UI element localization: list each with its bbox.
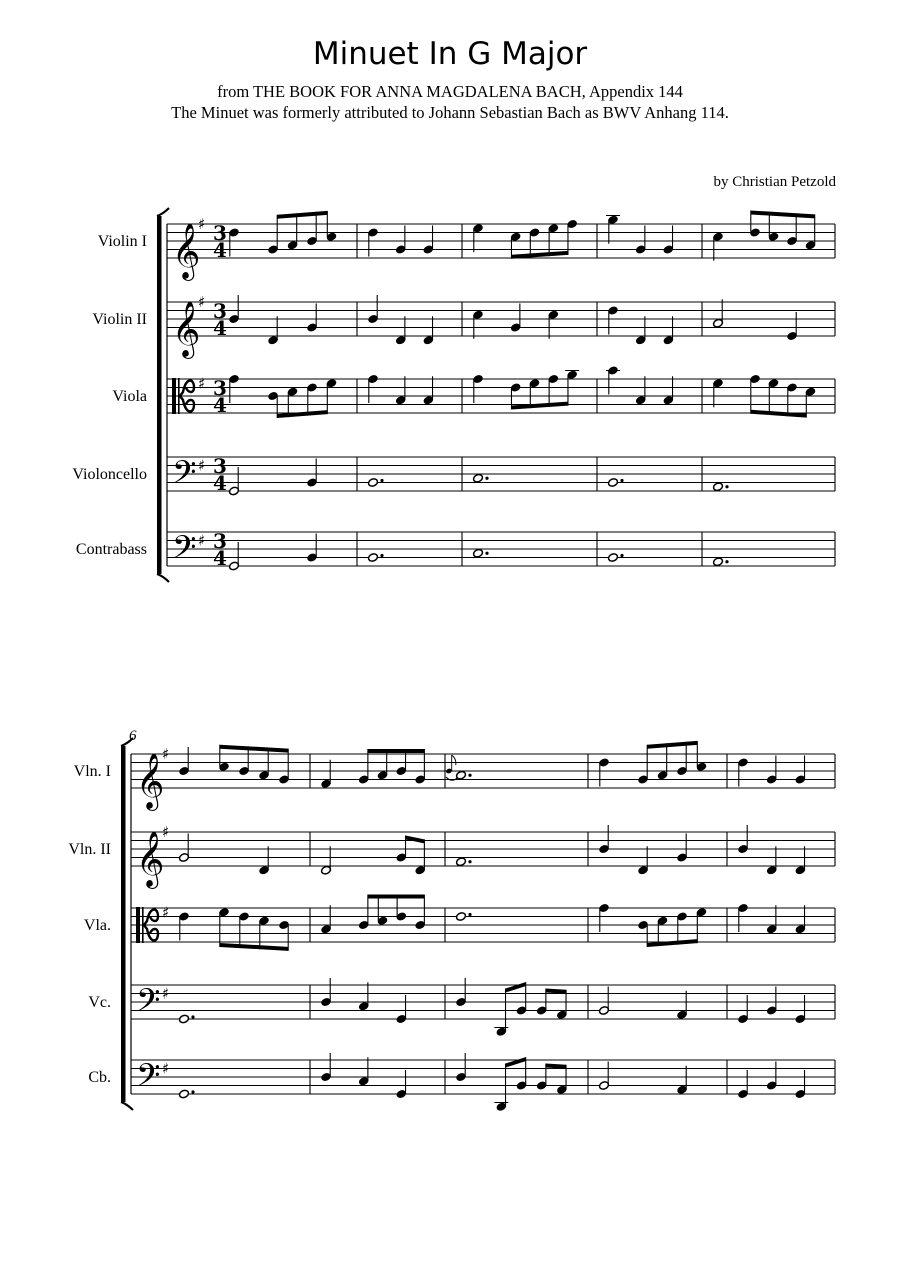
treble-clef-icon: 𝄞 [136, 831, 165, 887]
note [766, 987, 777, 1016]
note [320, 760, 331, 789]
sharp-icon: ♯ [162, 1059, 170, 1078]
note [395, 226, 406, 255]
measure-number: 6 [129, 728, 137, 744]
note [320, 905, 331, 934]
note [606, 215, 620, 244]
note [228, 295, 239, 324]
note [472, 548, 488, 558]
note [598, 758, 609, 787]
instrument-label: Vln. I [73, 763, 111, 780]
note [795, 995, 806, 1024]
note [228, 228, 239, 257]
sharp-icon: ♯ [162, 903, 170, 922]
note [494, 1102, 508, 1112]
composer-credit: by Christian Petzold [713, 174, 836, 190]
note [737, 758, 748, 787]
instrument-label: Viola [112, 388, 147, 405]
score-title: Minuet In G Major [312, 36, 588, 72]
sharp-icon: ♯ [198, 215, 206, 233]
note [635, 376, 646, 405]
time-signature-bottom: 4 [213, 393, 227, 417]
instrument-label: Contrabass [75, 541, 147, 558]
note [445, 755, 471, 780]
note [306, 459, 317, 488]
note [795, 905, 806, 934]
note [606, 366, 620, 395]
beam [751, 211, 815, 219]
time-signature-top: 3 [213, 376, 227, 400]
note [795, 756, 806, 785]
time-signature-top: 3 [213, 454, 227, 478]
note [258, 846, 269, 875]
bass-clef-icon: 𝄢 [172, 454, 197, 498]
instrument-label: Vln. II [68, 841, 111, 858]
beam [406, 836, 425, 844]
note [228, 374, 239, 403]
note [712, 232, 723, 261]
note [306, 304, 317, 333]
note [178, 747, 189, 776]
beam [751, 410, 807, 418]
note [676, 991, 687, 1020]
note [395, 376, 406, 405]
note [766, 756, 777, 785]
score-subtitle-source: from THE BOOK FOR ANNA MAGDALENA BACH, Appendix 144 [217, 82, 683, 101]
system-bracket [157, 216, 162, 574]
treble-clef-icon: 𝄞 [172, 223, 201, 279]
note [598, 1062, 609, 1091]
note [712, 557, 728, 567]
note [737, 903, 748, 932]
note [598, 903, 609, 932]
note [367, 295, 378, 324]
bass-clef-icon: 𝄢 [136, 1057, 161, 1101]
beam [368, 895, 425, 899]
note [358, 1057, 369, 1086]
note [472, 374, 483, 403]
instrument-label: Violin II [92, 311, 147, 328]
treble-clef-icon: 𝄞 [172, 301, 201, 357]
note [320, 1053, 331, 1082]
score-subtitle-attribution: The Minuet was formerly attributed to Johann Sebastian Bach as BWV Anhang 114. [171, 103, 729, 122]
system-1 [72, 208, 835, 582]
instrument-label: Violin I [97, 233, 147, 250]
time-signature-bottom: 4 [213, 316, 227, 340]
bass-clef-icon: 𝄢 [136, 982, 161, 1026]
note [786, 312, 797, 341]
beam [511, 402, 568, 410]
note [228, 467, 239, 496]
note [228, 542, 239, 571]
beam [506, 1057, 526, 1067]
instrument-label: Cb. [88, 1069, 111, 1086]
note [306, 534, 317, 563]
note [766, 846, 777, 875]
note [635, 316, 646, 345]
note [766, 905, 777, 934]
note [395, 316, 406, 345]
time-signature-top: 3 [213, 221, 227, 245]
beam [647, 939, 697, 947]
note [737, 1070, 748, 1099]
note [423, 316, 434, 345]
note [494, 1027, 508, 1037]
note [637, 846, 648, 875]
sharp-icon: ♯ [198, 456, 206, 475]
note [472, 223, 483, 252]
note [663, 226, 674, 255]
time-signature-bottom: 4 [213, 238, 227, 262]
note [455, 978, 466, 1007]
beam [368, 749, 425, 753]
time-signature-top: 3 [213, 299, 227, 323]
note [598, 987, 609, 1016]
note [737, 995, 748, 1024]
note [795, 1070, 806, 1099]
note [635, 226, 646, 255]
note [320, 978, 331, 1007]
note [423, 376, 434, 405]
instrument-label: Vla. [83, 917, 111, 934]
sharp-icon: ♯ [198, 374, 206, 393]
note [455, 1053, 466, 1082]
note [396, 995, 407, 1024]
beam [546, 989, 566, 994]
note [455, 857, 471, 867]
note [712, 299, 723, 328]
note [676, 834, 687, 863]
note [396, 1070, 407, 1099]
beam [647, 741, 697, 749]
note [320, 846, 331, 875]
instrument-label: Violoncello [72, 466, 147, 483]
sharp-icon: ♯ [162, 984, 170, 1003]
beam [277, 410, 327, 418]
system-bracket [121, 746, 126, 1102]
note [178, 834, 189, 863]
note [358, 982, 369, 1011]
note [676, 1066, 687, 1095]
beam [220, 745, 288, 753]
note [795, 846, 806, 875]
sharp-icon: ♯ [162, 745, 170, 763]
note [565, 370, 579, 380]
note [598, 825, 609, 854]
treble-clef-icon: 𝄞 [136, 753, 165, 809]
note [367, 374, 378, 403]
bass-clef-icon: 𝄢 [172, 529, 197, 573]
note [510, 304, 521, 333]
beam [277, 211, 327, 219]
note [737, 825, 748, 854]
beam [220, 943, 288, 951]
note [178, 912, 189, 941]
sharp-icon: ♯ [198, 293, 206, 311]
note [712, 482, 728, 492]
note [472, 310, 483, 339]
note [472, 473, 488, 483]
time-signature-bottom: 4 [213, 546, 227, 570]
note [712, 378, 723, 407]
sharp-icon: ♯ [198, 531, 206, 550]
beam [546, 1064, 566, 1069]
note [267, 316, 278, 345]
note [548, 310, 559, 339]
note [663, 316, 674, 345]
note [607, 306, 618, 335]
note [367, 228, 378, 257]
note [766, 1062, 777, 1091]
system-2 [68, 728, 835, 1112]
time-signature-bottom: 4 [213, 471, 227, 495]
instrument-label: Vc. [88, 994, 111, 1011]
sharp-icon: ♯ [162, 823, 170, 841]
note [423, 226, 434, 255]
beam [506, 982, 526, 992]
note [663, 376, 674, 405]
time-signature-top: 3 [213, 529, 227, 553]
